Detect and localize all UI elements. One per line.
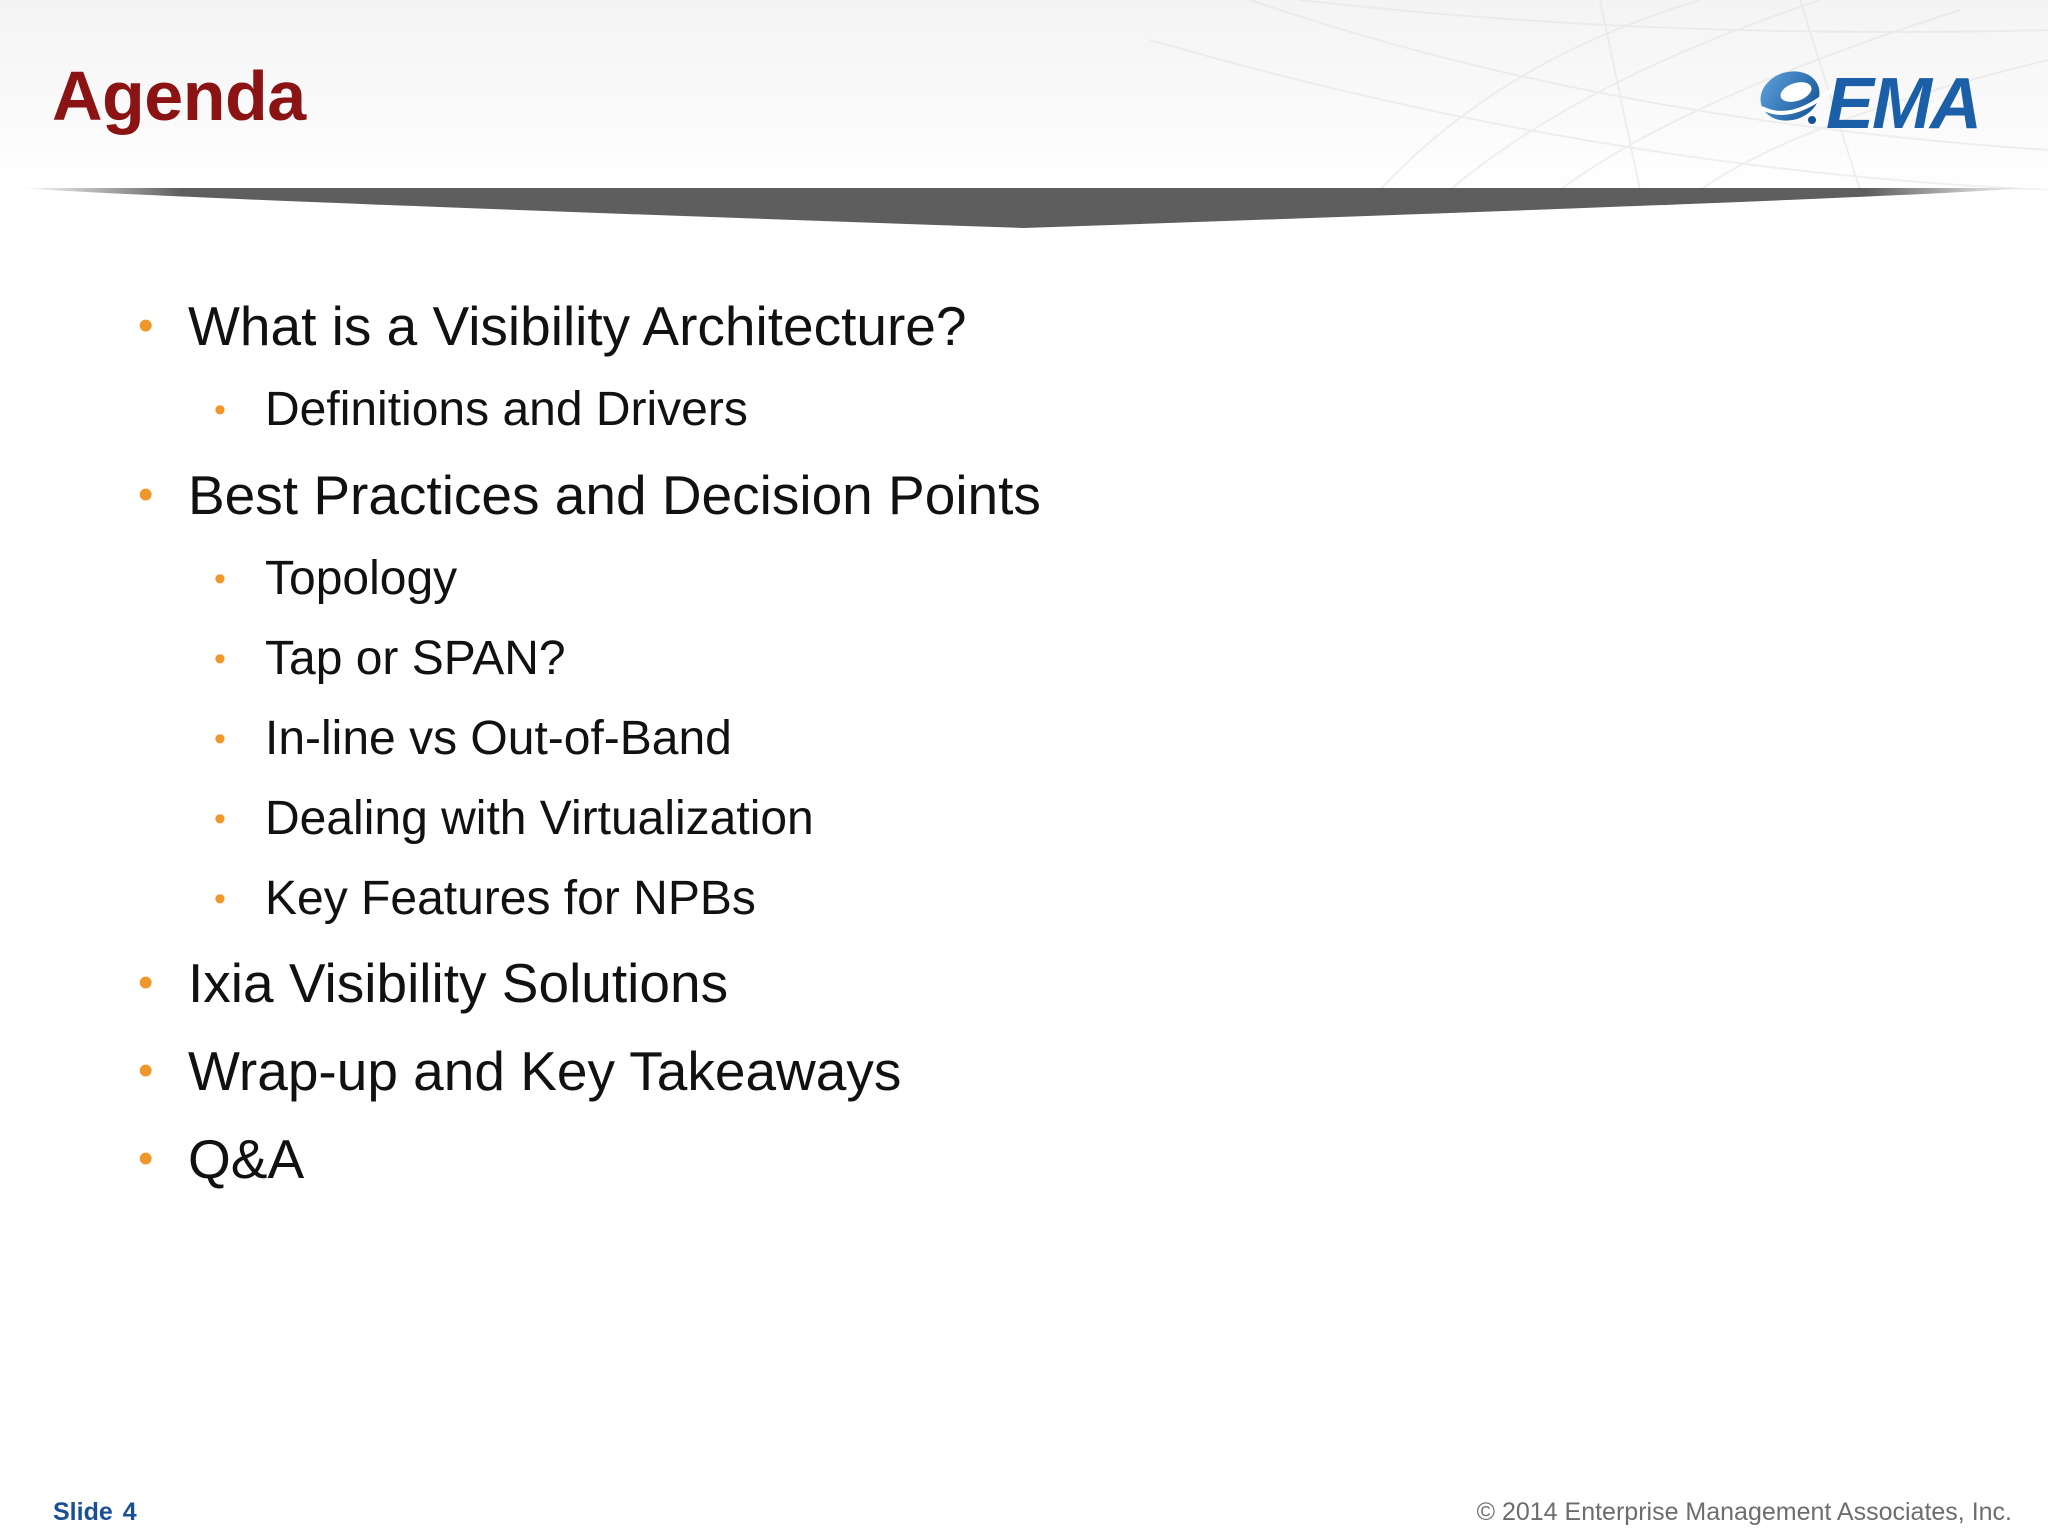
agenda-item-text: In-line vs Out-of-Band xyxy=(265,712,732,765)
agenda-item-text: Tap or SPAN? xyxy=(265,632,566,685)
slide-label: Slide xyxy=(53,1498,113,1526)
agenda-item-text: Topology xyxy=(265,552,458,605)
agenda-item-text: Key Features for NPBs xyxy=(265,872,756,925)
slide-number-value: 4 xyxy=(122,1498,137,1526)
agenda-item-text: Definitions and Drivers xyxy=(265,383,748,436)
slide-title: Agenda xyxy=(52,57,306,135)
bullet-icon: • xyxy=(214,640,226,678)
bullet-icon: • xyxy=(214,800,226,838)
bullet-icon: • xyxy=(214,720,226,758)
bullet-icon: • xyxy=(138,958,154,1007)
bullet-icon: • xyxy=(214,880,226,918)
agenda-item-text: What is a Visibility Architecture? xyxy=(188,295,967,357)
agenda-item-text: Dealing with Virtualization xyxy=(265,792,814,845)
bullet-icon: • xyxy=(138,301,154,350)
agenda-item-text: Q&A xyxy=(188,1128,305,1190)
bullet-icon: • xyxy=(138,1046,154,1095)
logo-text: EMA xyxy=(1826,64,1980,144)
agenda-item-text: Best Practices and Decision Points xyxy=(188,464,1041,526)
bullet-icon: • xyxy=(138,1134,154,1183)
bullet-icon: • xyxy=(214,391,226,429)
slide-number xyxy=(53,1498,137,1527)
bullet-icon: • xyxy=(138,470,154,519)
agenda-item-text: Wrap-up and Key Takeaways xyxy=(188,1040,902,1102)
bullet-icon: • xyxy=(214,560,226,598)
agenda-item-text: Ixia Visibility Solutions xyxy=(188,952,729,1014)
copyright-notice: © 2014 Enterprise Management Associates, Inc. xyxy=(1476,1498,2012,1526)
